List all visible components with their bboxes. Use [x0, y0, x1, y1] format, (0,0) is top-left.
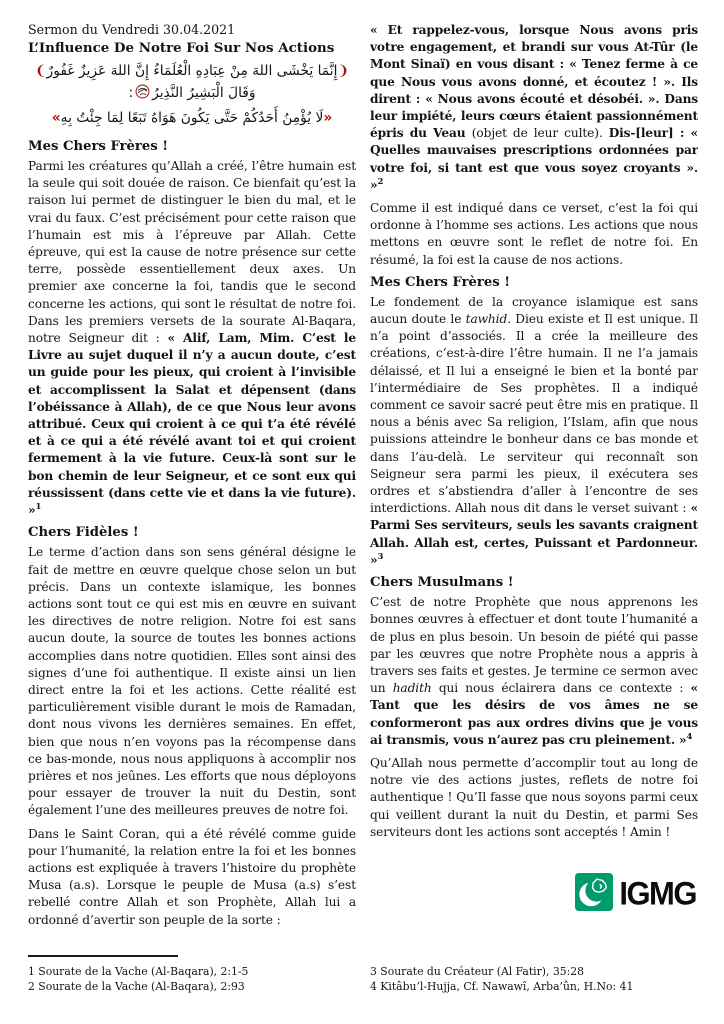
- text-run: hadith: [392, 681, 432, 696]
- arabic-verse-line-2: [28, 82, 356, 106]
- ornate-quote-open: «: [323, 109, 333, 126]
- text-run: Le fondement de la croyance islamique est sans aucun doute le: [370, 294, 698, 327]
- text-run: Dans le Saint Coran, qui a été révélé comme guide pour l’humanité, la relation entre la foi et les bonnes actions est expliquée à travers l’histoire du prophète Musa (a.s). Lorsque le peuple de Musa (a.s) s’est rebellé contre Allah et son Prophète, Allah lui a ordonné d’avertir son peuple de la sorte :: [28, 826, 356, 927]
- right-column: [370, 22, 698, 994]
- footnote-ref: 3: [377, 551, 384, 562]
- document-date-header: Sermon du Vendredi 30.04.2021: [28, 22, 236, 37]
- paragraph: [370, 200, 698, 269]
- paragraph: [28, 826, 356, 929]
- footnote-ref: 4: [686, 731, 693, 742]
- footnote-ref: 1: [35, 502, 42, 513]
- paragraph: [370, 755, 698, 841]
- ornate-bracket-open: ❨: [337, 63, 350, 79]
- section-heading: Mes Chers Frères !: [370, 274, 511, 290]
- text-run: . Dieu existe et Il est unique. Il n’a point d’associés. Il a crée la meilleure des créations, c’est-à-dire l’être humain. Il ne l’a jamais délaissé, et Il lui a enseigné le bien et la bonté par l’intermédiaire de Ses prophètes. Il a indiqué comment ce savoir sacré peut être mis en pratique. Il nous a bénis avec Sa religion, l’Islam, afin que nous puissions atteindre le bonheur dans ce bas monde et dans l’au-delà. Le serviteur qui reconnaît son Seigneur sera parmi les pieux, il exécutera ses ordres et s’abstiendra d’aller à l’encontre de ses interdictions. Allah nous dit dans le verset suivant :: [370, 312, 698, 516]
- left-column-body: [28, 134, 356, 935]
- section-heading: Chers Fidèles !: [28, 525, 139, 541]
- left-column: [28, 22, 356, 994]
- igmg-crescent-emblem-icon: [575, 873, 613, 915]
- arabic-verse-text-2: وَقَالَ الْبَشِيرُ النَّذِيرُ: [152, 85, 256, 102]
- arabic-verse-block: [28, 60, 356, 129]
- footnote: 3 Sourate du Créateur (Al Fatir), 35:28: [370, 964, 584, 978]
- text-run: Comme il est indiqué dans ce verset, c’est la foi qui ordonne à l’homme ses actions. Les actions que nous mettons en œuvre sont le reflet de notre foi. En résumé, la foi est la cause de nos actions.: [370, 201, 698, 267]
- section-heading: Chers Musulmans !: [370, 575, 514, 591]
- right-footnote-block: [370, 964, 698, 994]
- text-run: Qu’Allah nous permette d’accomplir tout au long de notre vie des actions justes, reflets de notre foi authentique ! Qu’Il fasse que nous soyons parmi ceux qui veillent durant la nuit du Destin, et parmi Ses serviteurs dont les actions sont acceptés ! Amin !: [370, 755, 698, 839]
- left-footnote-block: [28, 947, 356, 994]
- text-run: « Tant que les désirs de vos âmes ne se conformeront pas aux ordres divins que je vous ai transmis, vous n’aurez pas cru pleinement. »: [370, 681, 698, 747]
- text-run: tawhid: [465, 312, 508, 327]
- document-title: L’Influence De Notre Foi Sur Nos Actions: [28, 40, 335, 56]
- prophet-seal-icon: [135, 87, 150, 103]
- ornate-bracket-close: ❩: [34, 63, 47, 79]
- organization-logo: [370, 873, 696, 915]
- right-column-body: [370, 22, 698, 847]
- arabic-verse-line-1: [28, 60, 356, 82]
- text-run: Dis-[leur] : « Quelles mauvaises prescriptions ordonnées par votre foi, si tant est que vous soyez croyants ». »: [370, 126, 698, 192]
- text-run: qui nous éclairera dans ce contexte :: [431, 681, 691, 696]
- footnote: 4 Kitâbu’l-Hujja, Cf. Nawawî, Arba’ûn, H.No: 41: [370, 979, 634, 993]
- paragraph: [370, 594, 698, 749]
- paragraph: [28, 158, 356, 519]
- right-footnotes: [370, 964, 698, 994]
- arabic-colon: :: [128, 85, 134, 102]
- text-run: Parmi les créatures qu’Allah a créé, l’être humain est la seule qui soit douée de raison. Ce bienfait qu’est la raison lui permet de distinguer le bien du mal, et le vrai du faux. C’est précisément pour cette raison que l’humain est mis à l’épreuve par Allah. Cette épreuve, qui est la cause de notre présence sur cette terre, possède essentiellement deux axes. Un premier axe concerne la foi, tandis que le second concerne les actions, qui sont le résultat de notre foi. Dans les premiers versets de la sourate Al-Baqara, notre Seigneur dit :: [28, 159, 356, 346]
- text-run: « Parmi Ses serviteurs, seuls les savants craignent Allah. Allah est, certes, Puissant et Pardonneur. »: [370, 501, 698, 567]
- footnote-separator: [28, 955, 178, 957]
- igmg-wordmark: IGMG: [619, 875, 696, 913]
- footnote: 2 Sourate de la Vache (Al-Baqara), 2:93: [28, 979, 245, 993]
- arabic-hadith-line-3: [28, 107, 356, 129]
- paragraph: [370, 22, 698, 194]
- left-footnotes: [28, 964, 356, 994]
- paragraph: [370, 294, 698, 569]
- section-heading: Mes Chers Frères !: [28, 139, 169, 155]
- ornate-quote-close: »: [51, 109, 61, 126]
- text-run: (objet de leur culte).: [471, 126, 609, 141]
- footnote-ref: 2: [377, 176, 384, 187]
- paragraph: [28, 544, 356, 819]
- arabic-verse-text-1: إِنَّمَا يَخْشَى اللهَ مِنْ عِبَادِهِ الْعُلَمَاءُ إِنَّ اللهَ عَزِيزٌ غَفُورٌ: [46, 63, 338, 79]
- text-run: Le terme d’action dans son sens général désigne le fait de mettre en œuvre quelque chose selon un but précis. Dans un contexte islamique, les bonnes actions sont tout ce qui est mis en œuvre en suivant les directives de notre religion. Notre foi est sans aucun doute, la source de toutes les bonnes actions accomplies dans notre quotidien. Elles sont ainsi des signes d’une foi authentique. Il existe ainsi un lien direct entre la foi et les actions. Cette réalité est particulièrement visible durant le mois de Ramadan, dont nous vivons les dernières semaines. En effet, bien que nous n’en voyons pas la récompense dans ce bas-monde, nous nous appliquons à accomplir nos prières et nos jeûnes. Les efforts que nous déployons pour essayer de trouver la nuit du Destin, sont également l’une des meilleures preuves de notre foi.: [28, 545, 356, 818]
- text-run: « Et rappelez-vous, lorsque Nous avons pris votre engagement, et brandi sur vous At-Tûr (le Mont Sinaï) en vous disant : « Tenez ferme à ce que Nous vous avons donné, et écoutez ! ». Ils dirent : « Nous avons écouté et désobéi. ». Dans leur impiété, leurs cœurs étaient passionnément épris du Veau: [370, 23, 698, 141]
- footnote: 1 Sourate de la Vache (Al-Baqara), 2:1-5: [28, 964, 249, 978]
- text-run: C’est de notre Prophète que nous apprenons les bonnes œuvres à effectuer et dont toute l’humanité a de plus en plus besoin. Un besoin de piété qui passe par les œuvres que notre Prophète nous a appris à travers ses faits et gestes. Je termine ce sermon avec un: [370, 595, 698, 696]
- arabic-hadith-text: لَا يُؤْمِنُ أَحَدُكُمْ حَتَّى يَكُونَ هَوَاهُ تَبَعًا لِمَا جِئْتُ بِهِ: [60, 109, 324, 126]
- text-run: « Alif, Lam, Mim. C’est le Livre au sujet duquel il n’y a aucun doute, c’est un guide pour les pieux, qui croient à l’invisible et accomplissent la Salat et dépensent (dans l’obéissance à Allah), de ce que Nous leur avons attribué. Ceux qui croient à ce qui t’a été révélé et à ce qui a été révélé avant toi et qui croient fermement à la vie future. Ceux-là sont sur le bon chemin de leur Seigneur, et ce sont eux qui réussissent (dans cette vie et dans la vie future). »: [28, 331, 356, 518]
